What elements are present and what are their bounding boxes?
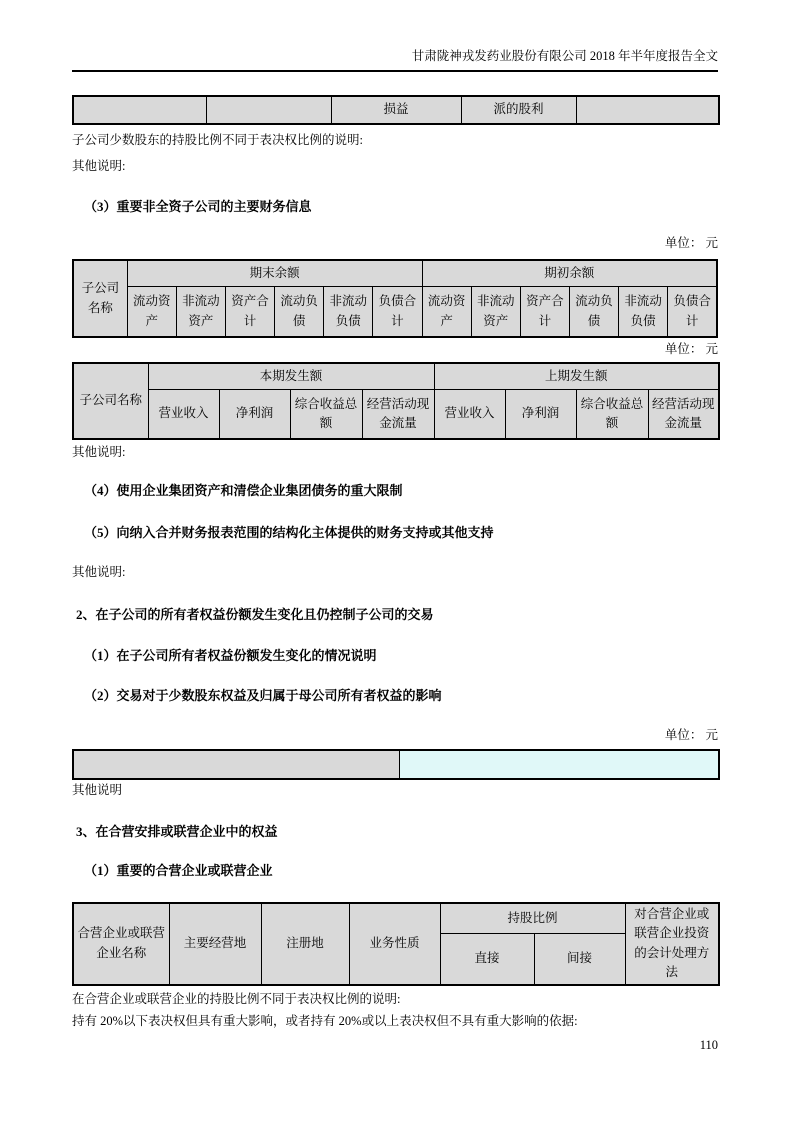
header-title: 甘肃陇神戎发药业股份有限公司 2018 年半年度报告全文 — [411, 49, 718, 63]
jv-ratio-group: 持股比例 — [440, 903, 625, 933]
page-content — [72, 0, 718, 1030]
balance-corner-cell: 子公司名称 — [73, 260, 127, 337]
subsidiary-balance-table — [72, 259, 718, 338]
carryover-empty-cell-2 — [206, 96, 331, 124]
heading-h2-2: （2）交易对于少数股东权益及归属于母公司所有者权益的影响 — [84, 688, 442, 703]
balance-subcol: 非流动负债 — [619, 287, 668, 338]
jv-accounting-col: 对合营企业或联营企业投资的会计处理方法 — [625, 903, 719, 985]
carryover-dividend-cell: 派的股利 — [461, 96, 576, 124]
note-jv-voting: 在合营企业或联营企业的持股比例不同于表决权比例的说明: — [72, 991, 401, 1006]
unit-label-3: 单位： 元 — [664, 728, 718, 742]
balance-subcol: 流动资产 — [127, 287, 176, 338]
note-other-1: 其他说明: — [72, 159, 126, 173]
pl-subcol: 净利润 — [505, 390, 576, 440]
pl-subcol: 净利润 — [219, 390, 290, 440]
note-other-4: 其他说明 — [72, 783, 123, 797]
unit-label-2: 单位： 元 — [664, 342, 718, 356]
carryover-profit-loss-cell: 损益 — [331, 96, 461, 124]
jv-business-place-col: 主要经营地 — [169, 903, 261, 985]
heading-s3: （3）重要非全资子公司的主要财务信息 — [84, 199, 312, 214]
pl-group-prior: 上期发生额 — [434, 363, 719, 390]
pl-corner-cell: 子公司名称 — [73, 363, 148, 439]
balance-subcol: 非流动资产 — [471, 287, 520, 338]
carryover-table — [72, 95, 720, 125]
equity-change-value-cell — [399, 750, 719, 779]
subsidiary-pl-table — [72, 362, 720, 440]
heading-h3: 3、在合营安排或联营企业中的权益 — [76, 824, 278, 839]
balance-subcol: 非流动负债 — [324, 287, 373, 338]
table-row — [73, 363, 719, 390]
note-other-3: 其他说明: — [72, 565, 126, 579]
heading-h3-1: （1）重要的合营企业或联营企业 — [84, 863, 273, 878]
document-header — [72, 0, 718, 72]
table-row — [73, 390, 719, 440]
unit-label-1: 单位： 元 — [664, 236, 718, 250]
joint-venture-table — [72, 902, 720, 986]
heading-s4: （4）使用企业集团资产和清偿企业集团债务的重大限制 — [84, 483, 403, 498]
pl-subcol: 经营活动现金流量 — [648, 390, 719, 440]
balance-subcol: 资产合计 — [225, 287, 274, 338]
balance-subcol: 流动资产 — [422, 287, 471, 338]
jv-business-nature-col: 业务性质 — [349, 903, 440, 985]
balance-group-beginning: 期初余额 — [422, 260, 717, 287]
jv-name-col: 合营企业或联营企业名称 — [73, 903, 169, 985]
pl-subcol: 综合收益总额 — [576, 390, 648, 440]
table-row — [73, 260, 717, 287]
heading-s5: （5）向纳入合并财务报表范围的结构化主体提供的财务支持或其他支持 — [84, 525, 494, 540]
heading-h2-1: （1）在子公司所有者权益份额发生变化的情况说明 — [84, 648, 377, 663]
table-row — [73, 287, 717, 338]
jv-registered-place-col: 注册地 — [261, 903, 349, 985]
note-other-2: 其他说明: — [72, 445, 126, 459]
equity-change-label-cell — [73, 750, 399, 779]
equity-change-table — [72, 749, 720, 780]
balance-subcol: 非流动资产 — [176, 287, 225, 338]
balance-group-ending: 期末余额 — [127, 260, 422, 287]
pl-subcol: 综合收益总额 — [290, 390, 362, 440]
balance-subcol: 资产合计 — [520, 287, 569, 338]
table-row — [73, 750, 719, 779]
jv-ratio-indirect: 间接 — [534, 933, 625, 984]
balance-subcol: 负债合计 — [373, 287, 422, 338]
jv-ratio-direct: 直接 — [440, 933, 534, 984]
balance-subcol: 流动负债 — [275, 287, 324, 338]
pl-subcol: 营业收入 — [434, 390, 505, 440]
carryover-empty-cell-1 — [73, 96, 206, 124]
note-voting-20: 持有 20%以下表决权但具有重大影响，或者持有 20%或以上表决权但不具有重大影响的依据: — [72, 1013, 578, 1028]
pl-subcol: 营业收入 — [148, 390, 219, 440]
heading-h2: 2、在子公司的所有者权益份额发生变化且仍控制子公司的交易 — [76, 607, 434, 622]
table-row — [73, 96, 719, 124]
carryover-empty-cell-3 — [576, 96, 719, 124]
page-number: 110 — [699, 1038, 718, 1052]
note-minority-voting: 子公司少数股东的持股比例不同于表决权比例的说明: — [72, 133, 363, 147]
balance-subcol: 负债合计 — [668, 287, 717, 338]
balance-subcol: 流动负债 — [569, 287, 618, 338]
pl-subcol: 经营活动现金流量 — [362, 390, 434, 440]
pl-group-current: 本期发生额 — [148, 363, 434, 390]
table-row — [73, 903, 719, 933]
